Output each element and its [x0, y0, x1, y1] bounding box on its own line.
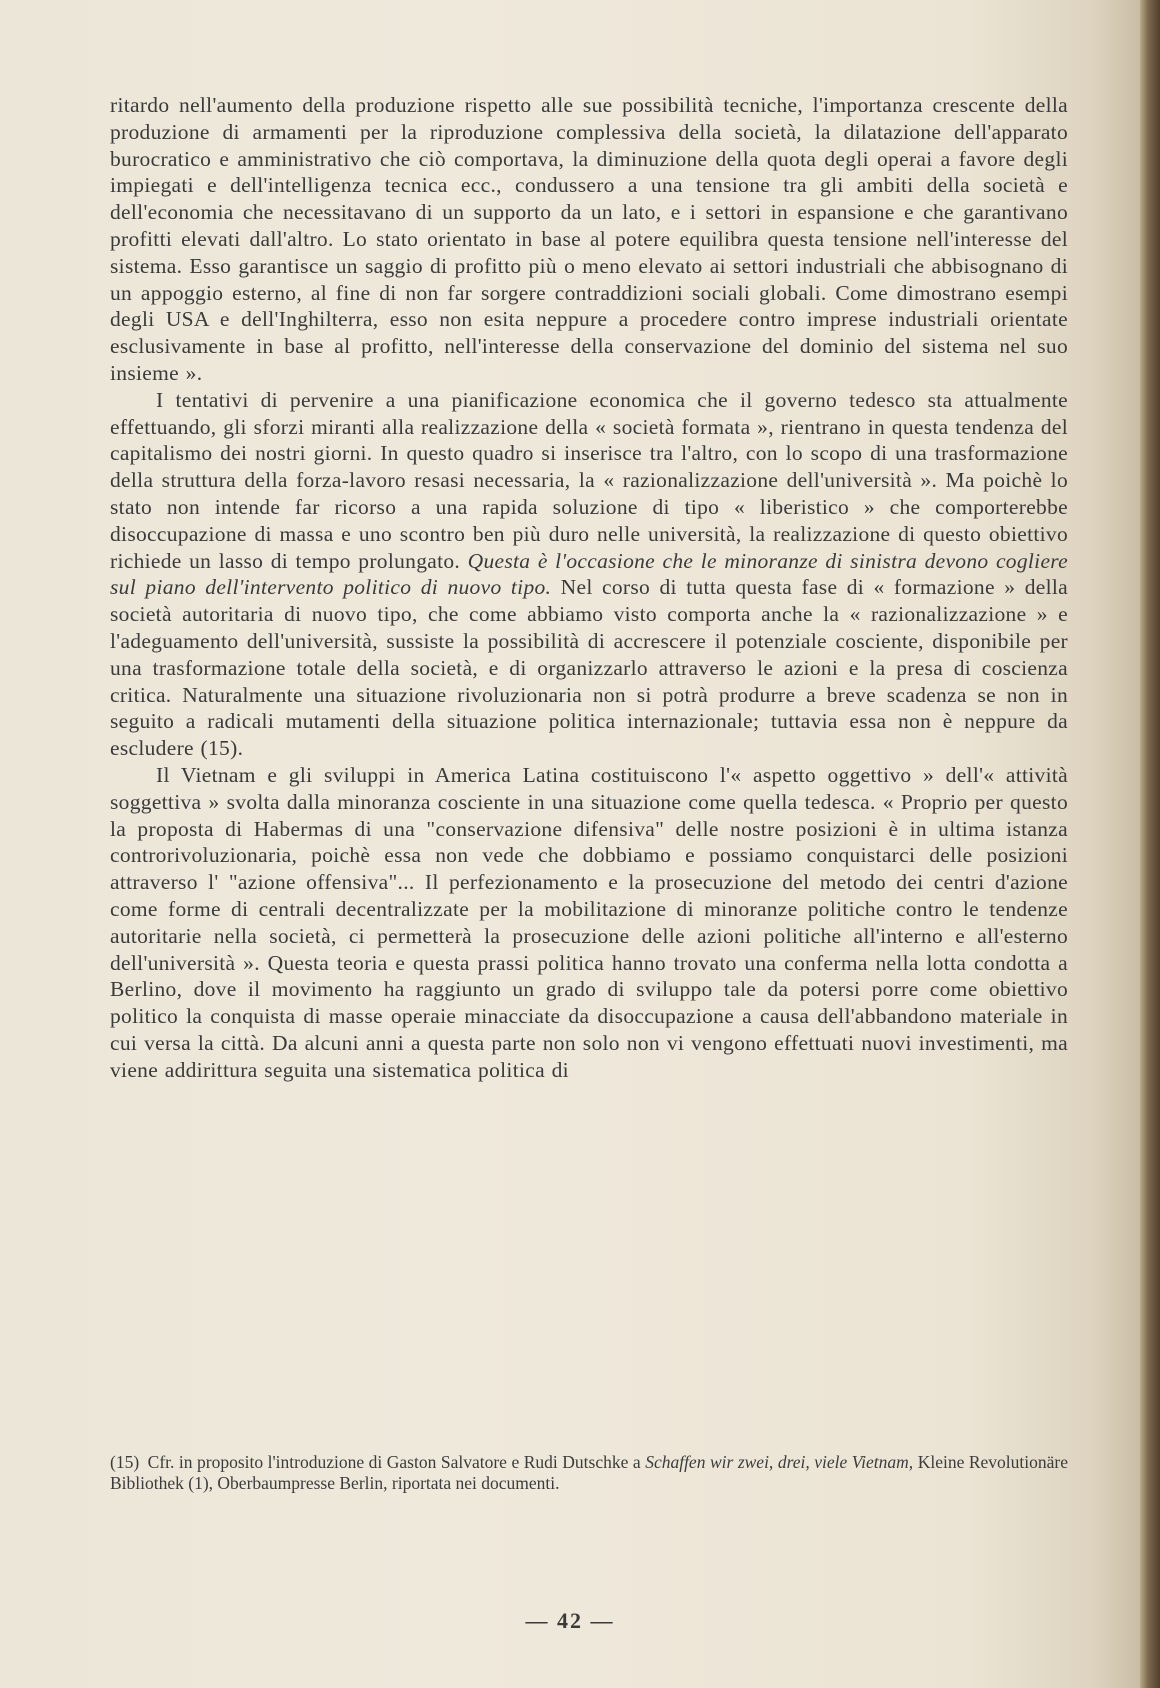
book-binding-edge [1140, 0, 1160, 1688]
footnote [110, 1452, 1068, 1494]
footnote-text-a: Cfr. in proposito l'introduzione di Gaston Salvatore e Rudi Dutschke a [147, 1452, 641, 1472]
paragraph-2-text-b: Nel corso di tutta questa fase di « formazione » della società autoritaria di nuovo tipo, che come abbiamo visto comporta anche la « razionalizzazione » e l'adeguamento dell'università, sussiste la possibilità di accrescere il potenziale cosciente, disponibile per una trasformazione totale della società, e di organizzarlo attraverso le azioni e la presa di coscienza critica. Naturalmente una situazione rivoluzionaria non si potrà produrre a breve scadenza se non in seguito a radicali mutamenti della situazione politica internazionale; tuttavia essa non è neppure da escludere (15). [110, 575, 1068, 761]
body-text [110, 92, 1068, 1083]
footnote-text-b: Kleine Revolutionäre Bibliothek (1), Oberbaumpresse Berlin, riportata nei documenti. [110, 1452, 1069, 1493]
footnote-book-title: Schaffen wir zwei, drei, viele Vietnam, [645, 1452, 914, 1472]
paragraph-2-text-a: I tentativi di pervenire a una pianificazione economica che il governo tedesco sta attualmente effettuando, gli sforzi miranti alla realizzazione della « società formata », rientrano in questa tendenza del capitalismo dei nostri giorni. In questo quadro si inserisce tra l'altro, con lo scopo di una trasformazione della struttura della forza-lavoro resasi necessaria, la « razionalizzazione dell'università ». Ma poichè lo stato non intende far ricorso a una rapida soluzione di tipo « liberistico » che comporterebbe disoccupazione di massa e uno scontro ben più duro nelle università, la realizzazione di questo obiettivo richiede un lasso di tempo prolungato. [110, 387, 1068, 573]
page-number: — 42 — [525, 1608, 615, 1633]
paragraph-1-text: ritardo nell'aumento della produzione rispetto alle sue possibilità tecniche, l'importanza crescente della produzione di armamenti per la riproduzione complessiva della società, la dilatazione dell'apparato burocratico e amministrativo che ciò comportava, la diminuzione della quota degli operai a favore degli impiegati e dell'intelligenza tecnica ecc., condussero a una tensione tra gli ambiti della società e dell'economia che necessitavano di un supporto da un lato, e i settori in espansione e che garantivano profitti elevati dall'altro. Lo stato orientato in base al potere equilibra questa tensione nell'interesse del sistema. Esso garantisce un saggio di profitto più o meno elevato ai settori industriali che abbisognano di un appoggio esterno, al fine di non far sorgere contraddizioni sociali globali. Come dimostrano esempi degli USA e dell'Inghilterra, esso non esita neppure a procedere contro imprese industriali orientate esclusivamente in base al profitto, nell'interesse della conservazione del dominio del sistema nel suo insieme ». [110, 93, 1068, 385]
paragraph-3-text: Il Vietnam e gli sviluppi in America Latina costituiscono l'« aspetto oggettivo » dell'« attività soggettiva » svolta dalla minoranza cosciente in una situazione come quella tedesca. « Proprio per questo la proposta di Habermas di una "conservazione difensiva" delle nostre posizioni è in ultima istanza controrivoluzionaria, poichè essa non vede che dobbiamo e possiamo conquistarci delle posizioni attraverso l' "azione offensiva"... Il perfezionamento e la prosecuzione del metodo dei centri d'azione come forme di centrali decentralizzate per la mobilitazione di minoranze politiche contro le tendenze autoritarie nella società, ci permetterà la prosecuzione delle azioni politiche all'interno e all'esterno dell'università ». Questa teoria e questa prassi politica hanno trovato una conferma nella lotta condotta a Berlino, dove il movimento ha raggiunto un grado di sviluppo tale da potersi porre come obiettivo politico la conquista di masse operaie minacciate da disoccupazione a causa dell'abbandono materiale in cui versa la città. Da alcuni anni a questa parte non solo non vi vengono effettuati nuovi investimenti, ma viene addirittura seguita una sistematica politica di [110, 762, 1068, 1082]
paragraph-3 [110, 762, 1068, 1084]
paragraph-1 [110, 92, 1068, 387]
paragraph-2-italic-text: Questa è l'occasione che le minoranze di sinistra devono cogliere sul piano dell'intervento politico di nuovo tipo. [110, 548, 1068, 600]
footnote-number: (15) [110, 1452, 140, 1472]
paragraph-2 [110, 387, 1068, 762]
